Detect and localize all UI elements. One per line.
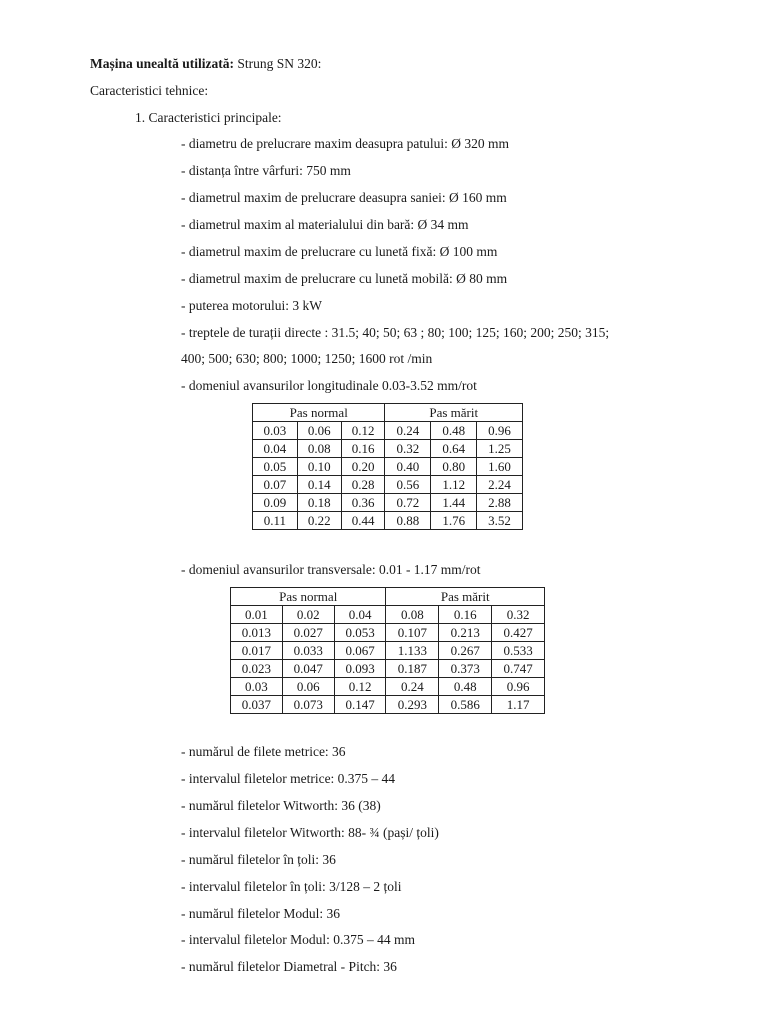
transversal-table-body: [231, 606, 545, 714]
table-cell: 0.07: [253, 476, 298, 494]
spec-line: - intervalul filetelor în țoli: 3/128 – 2 țoli: [181, 879, 402, 894]
table-cell: 0.05: [253, 458, 298, 476]
header-pas-normal: Pas normal: [231, 588, 386, 606]
table-cell: 0.147: [334, 696, 386, 714]
table-cell: 0.02: [282, 606, 334, 624]
table-cell: 0.36: [341, 494, 385, 512]
header-pas-normal: Pas normal: [253, 404, 385, 422]
table-cell: 0.56: [385, 476, 431, 494]
table-cell: 0.067: [334, 642, 386, 660]
spec-line: - numărul filetelor Diametral - Pitch: 36: [181, 959, 397, 974]
table-cell: 0.013: [231, 624, 283, 642]
transversal-title: - domeniul avansurilor transversale: 0.01 - 1.17 mm/rot: [181, 562, 481, 577]
table-cell: 0.427: [492, 624, 545, 642]
table-cell: 0.373: [439, 660, 492, 678]
header-pas-marit: Pas mărit: [386, 588, 545, 606]
table-cell: 0.047: [282, 660, 334, 678]
speeds-line-1: - treptele de turații directe : 31.5; 40; 50; 63 ; 80; 100; 125; 160; 200; 250; 315;: [181, 325, 610, 340]
table-cell: 0.04: [253, 440, 298, 458]
table-cell: 1.25: [477, 440, 523, 458]
table-cell: 0.293: [386, 696, 439, 714]
spec-line: - diametrul maxim de prelucrare cu lunetă fixă: Ø 100 mm: [181, 244, 498, 259]
table-cell: 0.40: [385, 458, 431, 476]
table-cell: 1.76: [431, 512, 477, 530]
table-cell: 0.96: [492, 678, 545, 696]
table-cell: 0.20: [341, 458, 385, 476]
table-cell: 0.093: [334, 660, 386, 678]
table-cell: 0.48: [439, 678, 492, 696]
table-cell: 0.03: [253, 422, 298, 440]
table-cell: 0.073: [282, 696, 334, 714]
table-cell: 2.88: [477, 494, 523, 512]
table-cell: 0.267: [439, 642, 492, 660]
table-cell: 0.01: [231, 606, 283, 624]
spec-line: - numărul filetelor Modul: 36: [181, 906, 340, 921]
table-cell: 0.06: [282, 678, 334, 696]
table-cell: 1.133: [386, 642, 439, 660]
table-cell: 0.187: [386, 660, 439, 678]
table-row: [231, 696, 545, 714]
table-cell: 0.03: [231, 678, 283, 696]
longitudinal-feeds-table: [252, 403, 523, 530]
table-cell: 0.24: [386, 678, 439, 696]
section-title: 1. Caracteristici principale:: [135, 110, 282, 125]
table-cell: 0.04: [334, 606, 386, 624]
spec-line: - diametrul maxim de prelucrare cu lunetă mobilă: Ø 80 mm: [181, 271, 508, 286]
spec-line: - intervalul filetelor Modul: 0.375 – 44 mm: [181, 932, 415, 947]
table-cell: 0.10: [297, 458, 341, 476]
table-cell: 0.96: [477, 422, 523, 440]
table-cell: 0.64: [431, 440, 477, 458]
table-cell: 0.09: [253, 494, 298, 512]
table-cell: 0.80: [431, 458, 477, 476]
table-cell: 0.88: [385, 512, 431, 530]
table-cell: 0.24: [385, 422, 431, 440]
longitudinal-title: - domeniul avansurilor longitudinale 0.03-3.52 mm/rot: [181, 378, 477, 393]
spec-line: - numărul filetelor Witworth: 36 (38): [181, 798, 381, 813]
spec-line: - numărul de filete metrice: 36: [181, 744, 346, 759]
table-cell: 0.14: [297, 476, 341, 494]
table-row: [231, 624, 545, 642]
table-cell: 1.12: [431, 476, 477, 494]
machine-label: Mașina unealtă utilizată:: [90, 56, 234, 71]
table-cell: 0.32: [385, 440, 431, 458]
table-cell: 0.16: [439, 606, 492, 624]
spec-line: - diametru de prelucrare maxim deasupra patului: Ø 320 mm: [181, 136, 510, 151]
table-row: [253, 476, 523, 494]
spec-line: - distanța între vârfuri: 750 mm: [181, 163, 351, 178]
table-cell: 0.18: [297, 494, 341, 512]
spec-line: - diametrul maxim de prelucrare deasupra saniei: Ø 160 mm: [181, 190, 507, 205]
table-row: [231, 660, 545, 678]
table-row: [253, 512, 523, 530]
table-cell: 1.44: [431, 494, 477, 512]
machine-line: [90, 56, 321, 72]
table-cell: 0.11: [253, 512, 298, 530]
table-cell: 0.06: [297, 422, 341, 440]
spec-line: - intervalul filetelor metrice: 0.375 – 44: [181, 771, 396, 786]
table-cell: 1.17: [492, 696, 545, 714]
table-cell: 0.48: [431, 422, 477, 440]
table-cell: 0.033: [282, 642, 334, 660]
table-row: [253, 422, 523, 440]
table-row: [253, 494, 523, 512]
table-cell: 0.72: [385, 494, 431, 512]
table-cell: 0.023: [231, 660, 283, 678]
table-cell: 0.027: [282, 624, 334, 642]
table-cell: 0.213: [439, 624, 492, 642]
table-row: [253, 440, 523, 458]
table-row: [231, 606, 545, 624]
table-cell: 0.16: [341, 440, 385, 458]
machine-value: Strung SN 320:: [237, 56, 322, 71]
table-cell: 3.52: [477, 512, 523, 530]
table-cell: 0.32: [492, 606, 545, 624]
table-cell: 0.44: [341, 512, 385, 530]
transversal-feeds-table: [230, 587, 545, 714]
table-cell: 0.12: [341, 422, 385, 440]
table-row: [231, 678, 545, 696]
table-cell: 2.24: [477, 476, 523, 494]
spec-line: - puterea motorului: 3 kW: [181, 298, 322, 313]
spec-line: - intervalul filetelor Witworth: 88- ¾ (pași/ țoli): [181, 825, 439, 840]
table-cell: 0.107: [386, 624, 439, 642]
table-cell: 0.08: [297, 440, 341, 458]
spec-line: - numărul filetelor în țoli: 36: [181, 852, 336, 867]
table-cell: 0.037: [231, 696, 283, 714]
table-cell: 0.22: [297, 512, 341, 530]
longitudinal-table-body: [253, 422, 523, 530]
table-cell: 0.053: [334, 624, 386, 642]
table-cell: 0.533: [492, 642, 545, 660]
table-cell: 0.28: [341, 476, 385, 494]
table-row: [231, 642, 545, 660]
table-cell: 0.017: [231, 642, 283, 660]
table-row: [253, 458, 523, 476]
speeds-line-2: 400; 500; 630; 800; 1000; 1250; 1600 rot /min: [181, 351, 433, 366]
spec-line: - diametrul maxim al materialului din bară: Ø 34 mm: [181, 217, 469, 232]
table-cell: 0.747: [492, 660, 545, 678]
table-cell: 0.08: [386, 606, 439, 624]
header-pas-marit: Pas mărit: [385, 404, 523, 422]
table-cell: 0.586: [439, 696, 492, 714]
table-cell: 1.60: [477, 458, 523, 476]
table-cell: 0.12: [334, 678, 386, 696]
tech-title: Caracteristici tehnice:: [90, 83, 209, 98]
